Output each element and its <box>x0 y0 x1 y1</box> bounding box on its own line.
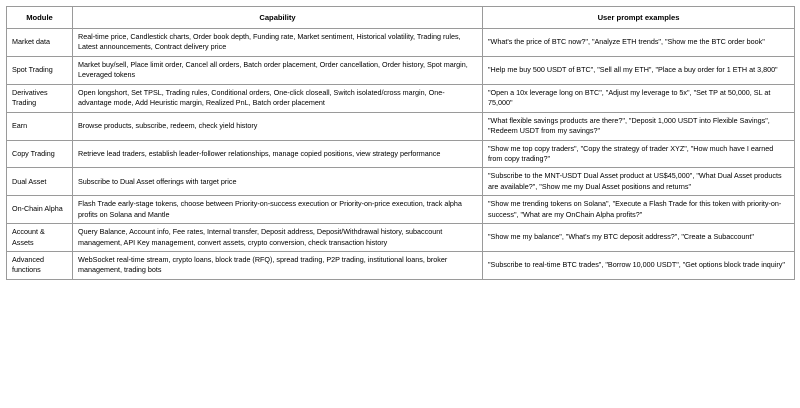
cell-module: Derivatives Trading <box>7 84 73 112</box>
table-row <box>7 84 795 112</box>
cell-module: Market data <box>7 29 73 57</box>
cell-prompts: "What's the price of BTC now?", "Analyze ETH trends", "Show me the BTC order book" <box>483 29 795 57</box>
table-header-row <box>7 7 795 29</box>
cell-prompts: "Open a 10x leverage long on BTC", "Adjust my leverage to 5x", "Set TP at 50,000, SL at 75,000" <box>483 84 795 112</box>
table-body <box>7 29 795 280</box>
cell-capability: Real-time price, Candlestick charts, Order book depth, Funding rate, Market sentiment, Historical volatility, Trading rules, Latest announcements, Contract delivery price <box>73 29 483 57</box>
cell-module: On-Chain Alpha <box>7 196 73 224</box>
cell-capability: Retrieve lead traders, establish leader-follower relationships, manage copied positions, view strategy performance <box>73 140 483 168</box>
table-row <box>7 168 795 196</box>
table-row <box>7 140 795 168</box>
cell-prompts: "Subscribe to the MNT-USDT Dual Asset product at US$45,000", "What Dual Asset products are available?", "Show me my Dual Asset positions and returns" <box>483 168 795 196</box>
cell-module: Spot Trading <box>7 56 73 84</box>
cell-capability: Browse products, subscribe, redeem, check yield history <box>73 112 483 140</box>
cell-prompts: "What flexible savings products are there?", "Deposit 1,000 USDT into Flexible Savings", "Redeem USDT from my savings?" <box>483 112 795 140</box>
column-header-capability: Capability <box>73 7 483 29</box>
cell-module: Advanced functions <box>7 252 73 280</box>
cell-prompts: "Subscribe to real-time BTC trades", "Borrow 10,000 USDT", "Get options block trade inquiry" <box>483 252 795 280</box>
cell-prompts: "Show me top copy traders", "Copy the strategy of trader XYZ", "How much have I earned from copy trading?" <box>483 140 795 168</box>
cell-module: Copy Trading <box>7 140 73 168</box>
cell-prompts: "Show me my balance", "What's my BTC deposit address?", "Create a Subaccount" <box>483 224 795 252</box>
cell-prompts: "Help me buy 500 USDT of BTC", "Sell all my ETH", "Place a buy order for 1 ETH at 3,800" <box>483 56 795 84</box>
column-header-module: Module <box>7 7 73 29</box>
table-header <box>7 7 795 29</box>
cell-module: Account & Assets <box>7 224 73 252</box>
table-row <box>7 224 795 252</box>
cell-capability: WebSocket real-time stream, crypto loans, block trade (RFQ), spread trading, P2P trading, institutional loans, broker management, trading bots <box>73 252 483 280</box>
cell-prompts: "Show me trending tokens on Solana", "Execute a Flash Trade for this token with priority-on-success", "What are my OnChain Alpha profits?" <box>483 196 795 224</box>
table-row <box>7 252 795 280</box>
capability-table <box>6 6 795 280</box>
table-row <box>7 196 795 224</box>
cell-module: Earn <box>7 112 73 140</box>
table-row <box>7 112 795 140</box>
cell-capability: Flash Trade early-stage tokens, choose between Priority-on-success execution or Priority-on-price execution, track alpha profits on Solana and Mantle <box>73 196 483 224</box>
cell-capability: Query Balance, Account info, Fee rates, Internal transfer, Deposit address, Deposit/Withdrawal history, subaccount management, API Key management, convert assets, crypto conversion, check transaction history <box>73 224 483 252</box>
table-row <box>7 29 795 57</box>
cell-capability: Market buy/sell, Place limit order, Cancel all orders, Batch order placement, Order cancellation, Order history, Spot margin, Leveraged tokens <box>73 56 483 84</box>
table-row <box>7 56 795 84</box>
cell-capability: Subscribe to Dual Asset offerings with target price <box>73 168 483 196</box>
cell-module: Dual Asset <box>7 168 73 196</box>
cell-capability: Open longshort, Set TPSL, Trading rules, Conditional orders, One-click closeall, Switch isolated/cross margin, One-advantage mode, Add Heuristic margin, Realized PnL, Batch order placement <box>73 84 483 112</box>
column-header-prompts: User prompt examples <box>483 7 795 29</box>
